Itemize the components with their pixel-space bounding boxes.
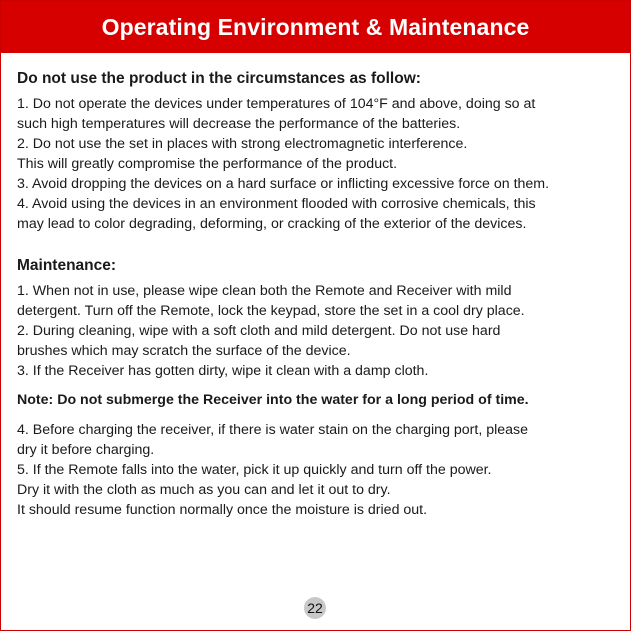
text-line: such high temperatures will decrease the performance of the batteries. [17, 116, 461, 132]
section-heading-circumstances: Do not use the product in the circumstances as follow: [17, 70, 421, 87]
text-line: dry it before charging. [17, 442, 155, 458]
text-line: 4. Before charging the receiver, if there is water stain on the charging port, please [17, 422, 529, 438]
text-line: 1. Do not operate the devices under temperatures of 104°F and above, doing so at [17, 96, 536, 112]
text-line: 3. If the Receiver has gotten dirty, wipe it clean with a damp cloth. [17, 363, 429, 379]
text-line: 2. During cleaning, wipe with a soft cloth and mild detergent. Do not use hard [17, 323, 501, 339]
text-line: detergent. Turn off the Remote, lock the keypad, store the set in a cool dry place. [17, 303, 525, 319]
maintenance-list [17, 281, 617, 381]
text-line: brushes which may scratch the surface of the device. [17, 343, 351, 359]
text-line: may lead to color degrading, deforming, or cracking of the exterior of the devices. [17, 216, 527, 232]
text-line: It should resume function normally once the moisture is dried out. [17, 502, 428, 518]
circumstances-list [17, 94, 617, 234]
page-content [17, 69, 617, 520]
text-line: Dry it with the cloth as much as you can and let it out to dry. [17, 482, 391, 498]
page-number-badge [304, 597, 326, 619]
text-line: 4. Avoid using the devices in an environment flooded with corrosive chemicals, this [17, 196, 536, 212]
page-title-banner [1, 1, 630, 53]
page-title: Operating Environment & Maintenance [101, 13, 530, 40]
section-heading-maintenance: Maintenance: [17, 257, 117, 274]
text-line: 3. Avoid dropping the devices on a hard surface or inflicting excessive force on them. [17, 176, 550, 192]
maintenance-list-continued [17, 420, 617, 520]
text-line: 2. Do not use the set in places with strong electromagnetic interference. [17, 136, 468, 152]
text-line: 1. When not in use, please wipe clean both the Remote and Receiver with mild [17, 283, 512, 299]
text-line: This will greatly compromise the performance of the product. [17, 156, 398, 172]
maintenance-note: Note: Do not submerge the Receiver into the water for a long period of time. [17, 392, 529, 408]
text-line: 5. If the Remote falls into the water, pick it up quickly and turn off the power. [17, 462, 492, 478]
page-number: 22 [307, 600, 323, 616]
